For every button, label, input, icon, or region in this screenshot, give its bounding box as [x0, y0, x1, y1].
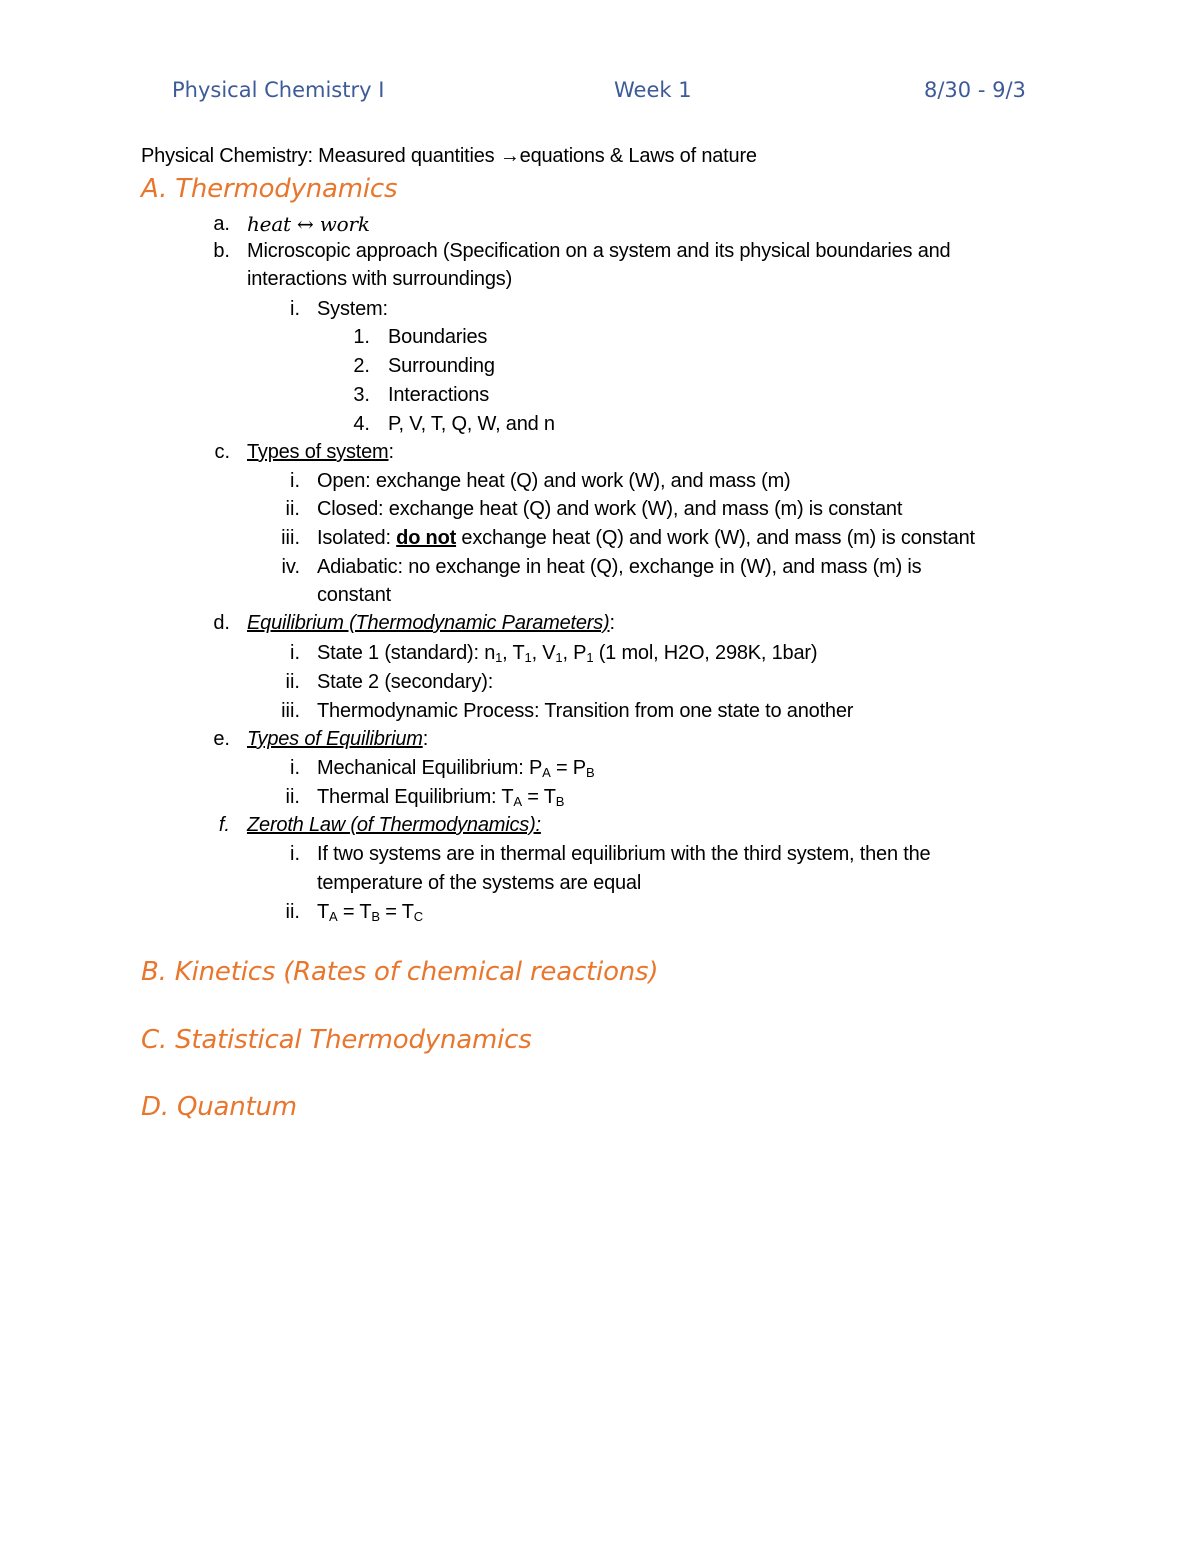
state-2: State 2 (secondary): — [317, 671, 494, 693]
state-1 — [317, 639, 817, 667]
marker-c-iii: iii. — [281, 527, 300, 549]
marker-d-iii: iii. — [281, 700, 300, 722]
colon: : — [422, 728, 429, 750]
list-item-surrounding: Surrounding — [388, 355, 495, 377]
marker-f: f. — [218, 814, 230, 836]
zeroth-law-line1: If two systems are in thermal equilibrium with the third system, then the — [317, 843, 931, 865]
thermodynamic-process: Thermodynamic Process: Transition from one state to another — [317, 700, 854, 722]
marker-a: a. — [213, 213, 230, 235]
header-course: Physical Chemistry I — [172, 78, 385, 102]
system-isolated — [317, 524, 975, 552]
list-marker-1: 1. — [353, 326, 370, 348]
arrow-icon: → — [499, 145, 520, 167]
colon: : — [609, 612, 615, 634]
t: = P — [550, 757, 586, 779]
item-b-line1: Microscopic approach (Specification on a system and its physical boundaries and — [247, 240, 951, 262]
equilibrium-title: Equilibrium (Thermodynamic Parameters) — [247, 612, 610, 634]
marker-f-i: i. — [290, 843, 300, 865]
t: , V — [531, 642, 556, 664]
list-item-interactions: Interactions — [388, 384, 489, 406]
section-b-heading: B. Kinetics (Rates of chemical reactions) — [141, 957, 659, 987]
marker-e: e. — [213, 728, 230, 750]
marker-d-i: i. — [290, 642, 300, 664]
item-e-heading — [247, 725, 428, 753]
t: , T — [502, 642, 525, 664]
marker-b: b. — [213, 240, 230, 262]
marker-f-ii: ii. — [285, 901, 300, 923]
marker-c-i: i. — [290, 470, 300, 492]
t: State 1 (standard): n — [317, 642, 496, 664]
intro-lead: Physical Chemistry: Measured quantities — [141, 145, 500, 167]
list-item-variables: P, V, T, Q, W, and n — [388, 413, 555, 435]
t: = T — [379, 901, 414, 923]
t: T — [317, 901, 330, 923]
subscript: B — [555, 794, 565, 809]
zeroth-law-line2: temperature of the systems are equal — [317, 872, 642, 894]
thermal-equilibrium — [317, 783, 564, 811]
t: Mechanical Equilibrium: P — [317, 757, 543, 779]
item-system: System: — [317, 298, 388, 320]
isolated-pre: Isolated: — [317, 527, 397, 549]
section-c-heading: C. Statistical Thermodynamics — [141, 1025, 532, 1055]
t: , P — [562, 642, 587, 664]
zeroth-law-equation — [317, 898, 423, 926]
header-week: Week 1 — [614, 78, 692, 102]
list-marker-4: 4. — [353, 413, 370, 435]
subscript: 1 — [586, 650, 594, 665]
subscript: C — [413, 909, 423, 924]
marker-c-iv: iv. — [281, 556, 300, 578]
system-open: Open: exchange heat (Q) and work (W), and mass (m) — [317, 470, 791, 492]
system-adiabatic-line1: Adiabatic: no exchange in heat (Q), exchange in (W), and mass (m) is — [317, 556, 922, 578]
do-not-emphasis: do not — [396, 527, 457, 549]
types-of-system-title: Types of system — [247, 441, 389, 463]
item-d-heading — [247, 609, 615, 637]
intro-line — [141, 142, 757, 170]
subscript: 1 — [524, 650, 532, 665]
item-c-heading — [247, 438, 394, 466]
t: (1 mol, H2O, 298K, 1bar) — [593, 642, 818, 664]
list-marker-2: 2. — [353, 355, 370, 377]
system-closed: Closed: exchange heat (Q) and work (W), and mass (m) is constant — [317, 498, 903, 520]
marker-b-i: i. — [290, 298, 300, 320]
heat-work-formula: heat ↔ work — [247, 212, 370, 236]
marker-c: c. — [214, 441, 230, 463]
subscript: A — [329, 909, 338, 924]
list-item-boundaries: Boundaries — [388, 326, 488, 348]
section-d-heading: D. Quantum — [141, 1092, 297, 1122]
subscript: B — [585, 765, 595, 780]
section-a-heading: A. Thermodynamics — [141, 174, 398, 204]
t: Thermal Equilibrium: T — [317, 786, 514, 808]
subscript: B — [371, 909, 380, 924]
system-adiabatic-line2: constant — [317, 584, 392, 606]
t: = T — [337, 901, 372, 923]
header-dates: 8/30 - 9/3 — [924, 78, 1026, 102]
colon: : — [388, 441, 394, 463]
subscript: 1 — [555, 650, 563, 665]
marker-c-ii: ii. — [285, 498, 300, 520]
list-marker-3: 3. — [353, 384, 370, 406]
marker-e-ii: ii. — [285, 786, 300, 808]
zeroth-law-title: Zeroth Law (of Thermodynamics): — [247, 814, 541, 836]
isolated-post: exchange heat (Q) and work (W), and mass (m) is constant — [456, 527, 975, 549]
marker-e-i: i. — [290, 757, 300, 779]
t: = T — [521, 786, 556, 808]
types-of-equilibrium-title: Types of Equilibrium — [247, 728, 423, 750]
mechanical-equilibrium — [317, 754, 594, 782]
item-b-line2: interactions with surroundings) — [247, 268, 513, 290]
subscript: A — [513, 794, 522, 809]
marker-d: d. — [213, 612, 230, 634]
marker-d-ii: ii. — [285, 671, 300, 693]
subscript: 1 — [495, 650, 503, 665]
intro-tail: equations & Laws of nature — [519, 145, 757, 167]
subscript: A — [542, 765, 551, 780]
